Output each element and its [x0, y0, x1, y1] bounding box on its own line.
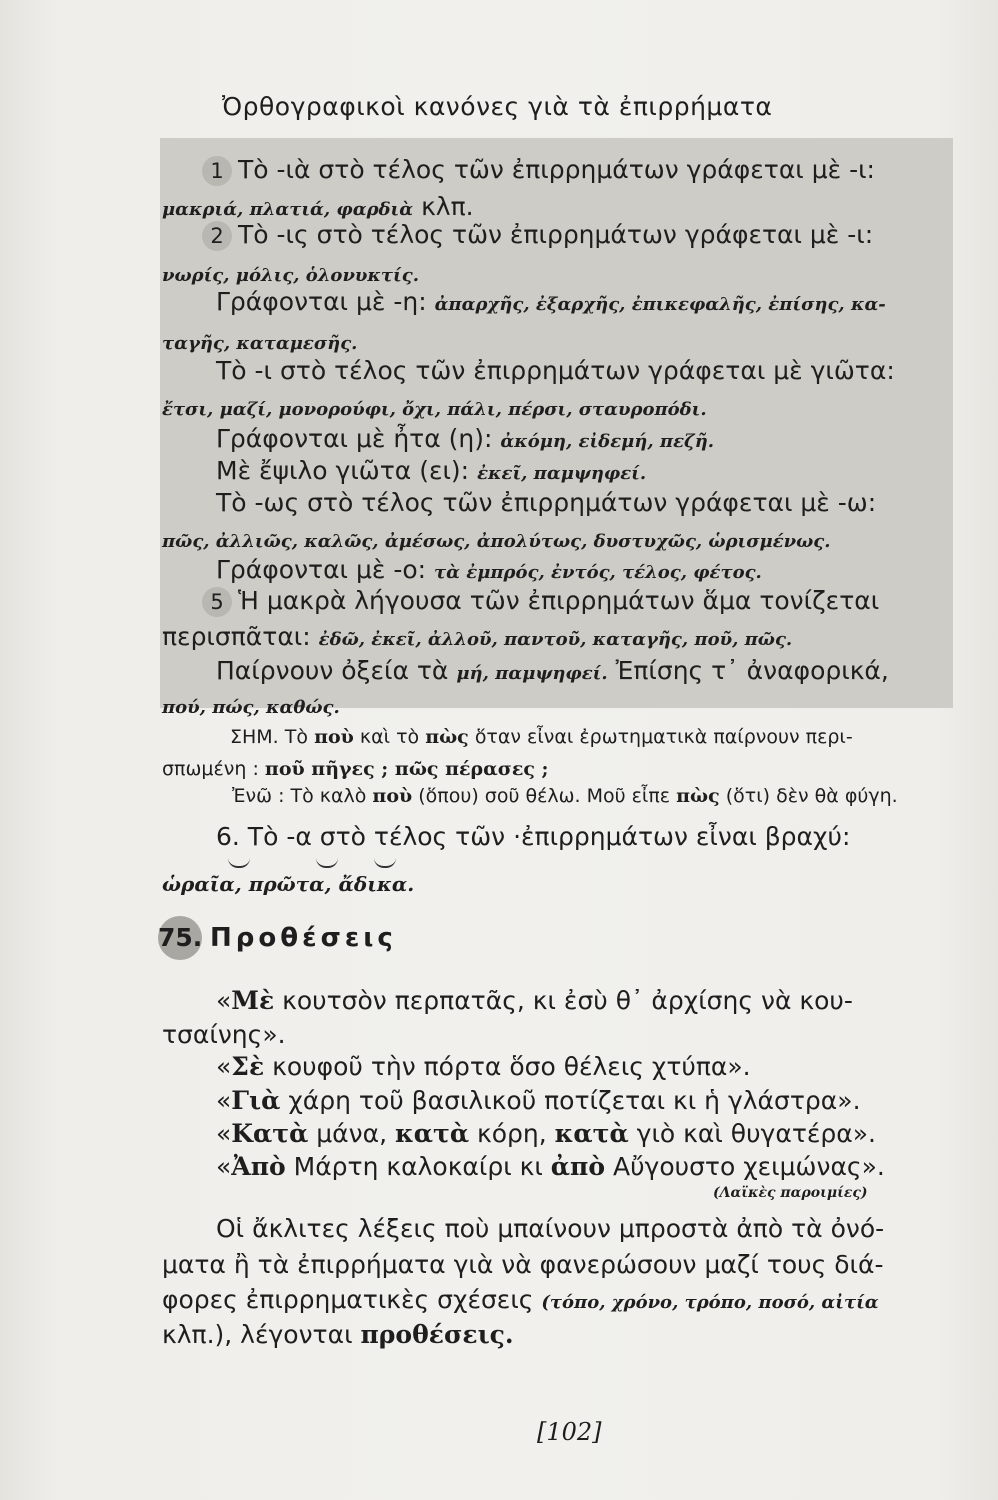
rule-line-10 — [216, 456, 646, 485]
preposition-word: Ἀπὸ — [231, 1152, 286, 1181]
rule-examples: πῶς, ἀλλιῶς, καλῶς, ἀμέσως, ἀπολύτως, δυστυχῶς, ὡρισμένως. — [162, 531, 831, 552]
rule-line-3 — [202, 220, 873, 251]
quote-mark: « — [216, 986, 232, 1015]
rule-text: Μὲ ἔψιλο γιῶτα (ει): — [216, 456, 470, 485]
paragraph-line-1: Οἱ ἄκλιτες λέξεις ποὺ μπαίνουν μπροστὰ ἀπὸ τὰ ὀνό- — [216, 1214, 885, 1243]
proverb-text: Μάρτη καλοκαίρι κι — [293, 1152, 543, 1181]
rule-line-7 — [216, 356, 895, 385]
rule-line-11 — [216, 488, 876, 517]
rule-text: περισπᾶται: — [162, 622, 311, 651]
rule-line-15 — [162, 622, 792, 651]
paragraph-text: φορες ἐπιρρηματικὲς σχέσεις — [162, 1285, 534, 1314]
rule-line-4 — [162, 258, 419, 287]
proverb-line-5 — [216, 1119, 876, 1148]
rule-line-2 — [162, 192, 474, 221]
rule-examples: ἐδῶ, ἐκεῖ, ἀλλοῦ, παντοῦ, καταγῆς, ποῦ, πῶς. — [318, 629, 793, 650]
rule-line-8 — [162, 392, 707, 421]
section-heading — [158, 916, 397, 960]
note-word: ποὺ — [314, 726, 354, 748]
rule6-examples: ὡραῖα, πρῶτα, ἄδικα. — [162, 872, 415, 896]
paragraph-line-4 — [162, 1320, 514, 1349]
proverbs-source: (Λαϊκὲς παροιμίες) — [713, 1185, 868, 1201]
rule-tail: Ἐπίσης τ᾽ ἀναφορικά, — [615, 656, 889, 685]
rule-number-1: 1 — [202, 156, 232, 186]
rule-line-12 — [162, 524, 831, 553]
paragraph-text: κλπ.), λέγονται — [162, 1320, 353, 1349]
proverb-line-1 — [216, 986, 853, 1015]
quote-mark: « — [216, 1119, 232, 1148]
preposition-word: Κατὰ — [231, 1119, 309, 1148]
rule-text: Ἡ μακρὰ λήγουσα τῶν ἐπιρρημάτων ἅμα τονίζεται — [238, 586, 880, 615]
rule-examples: μή, παμψηφεί. — [456, 663, 608, 684]
breve-mark-2 — [316, 858, 338, 868]
rule-text: Γράφονται μὲ ἦτα (η): — [216, 424, 493, 453]
rule-examples: μακριά, πλατιά, φαρδιὰ — [162, 199, 414, 220]
note-example: ποῦ πῆγες ; πῶς πέρασες ; — [264, 758, 549, 780]
note-text: ὅταν εἶναι ἐρωτηματικὰ παίρνουν περι- — [474, 726, 853, 748]
proverb-text: μάνα, — [316, 1119, 388, 1148]
section-title: Προθέσεις — [210, 923, 397, 953]
note-label: ΣΗΜ. — [230, 726, 279, 748]
proverb-text: κουτσὸν περπατᾶς, κι ἐσὺ θ᾽ ἀρχίσης νὰ κου- — [282, 986, 853, 1015]
rule6-line: 6. Τὸ -α στὸ τέλος τῶν ·ἐπιρρημάτων εἶναι βραχύ: — [216, 822, 851, 851]
note-text: σπωμένη : — [162, 758, 259, 780]
preposition-word: κατὰ — [554, 1119, 629, 1148]
page-heading: Ὀρθογραφικοὶ κανόνες γιὰ τὰ ἐπιρρήματα — [222, 92, 773, 121]
proverb-text: Αὔγουστο χειμώνας». — [612, 1152, 885, 1181]
preposition-word: ἀπὸ — [550, 1152, 606, 1181]
rule-examples: πού, πώς, καθώς. — [162, 697, 340, 718]
page-number: [102] — [537, 1418, 602, 1446]
breve-mark-3 — [374, 858, 396, 868]
rule-examples: τὰ ἐμπρός, ἐντός, τέλος, φέτος. — [434, 562, 762, 583]
rule-line-5 — [216, 287, 886, 316]
rule-number-2: 2 — [202, 221, 232, 251]
preposition-word: Γιὰ — [231, 1086, 281, 1115]
rule-text: Γράφονται μὲ -η: — [216, 287, 427, 316]
proverb-text: γιὸ καὶ θυγατέρα». — [636, 1119, 876, 1148]
note-word: πὼς — [676, 785, 720, 807]
note-word: πὼς — [425, 726, 469, 748]
note-line-3 — [232, 785, 898, 807]
rule-line-14 — [202, 586, 879, 617]
note-line-1 — [230, 726, 853, 748]
paragraph-italic: (τόπο, χρόνο, τρόπο, ποσό, αἰτία — [541, 1292, 879, 1313]
rule6-examples-line — [162, 868, 414, 897]
rule-text: Τὸ -ιὰ στὸ τέλος τῶν ἐπιρρημάτων γράφεται μὲ -ι: — [238, 155, 875, 184]
preposition-word: κατὰ — [395, 1119, 470, 1148]
note-text: καὶ τὸ — [359, 726, 420, 748]
preposition-word: Μὲ — [231, 986, 275, 1015]
rule-line-13 — [216, 555, 762, 584]
rule-line-17 — [162, 690, 340, 719]
note-line-2 — [162, 758, 549, 780]
breve-mark-1 — [228, 858, 250, 868]
rule-examples: ἐκεῖ, παμψηφεί. — [477, 463, 647, 484]
note-text: (ὅπου) σοῦ θέλω. Μοῦ εἶπε — [418, 785, 671, 807]
proverb-text: κόρη, — [477, 1119, 547, 1148]
proverb-text: κουφοῦ τὴν πόρτα ὅσο θέλεις χτύπα». — [272, 1052, 751, 1081]
note-text: Τὸ — [284, 726, 309, 748]
rule-text: Τὸ -ι στὸ τέλος τῶν ἐπιρρημάτων γράφεται μὲ γιῶτα: — [216, 356, 895, 385]
rule-examples: ταγῆς, καταμεσῆς. — [162, 333, 358, 354]
note-word: ποὺ — [372, 785, 413, 807]
rule-text: Τὸ -ως στὸ τέλος τῶν ἐπιρρημάτων γράφεται μὲ -ω: — [216, 488, 877, 517]
preposition-word: Σὲ — [231, 1052, 265, 1081]
rule-examples: ἔτσι, μαζί, μονορούφι, ὄχι, πάλι, πέρσι, σταυροπόδι. — [162, 399, 707, 420]
proverb-text: χάρη τοῦ βασιλικοῦ ποτίζεται κι ἡ γλάστρα». — [288, 1086, 861, 1115]
rule-examples: ἀπαρχῆς, ἐξαρχῆς, ἐπικεφαλῆς, ἐπίσης, κα- — [434, 294, 886, 315]
rule-line-16 — [216, 656, 889, 685]
quote-mark: « — [216, 1086, 232, 1115]
proverb-line-3 — [216, 1052, 751, 1081]
rule-tail: κλπ. — [421, 192, 474, 221]
quote-mark: « — [216, 1052, 232, 1081]
rule-examples: νωρίς, μόλις, ὁλονυκτίς. — [162, 265, 419, 286]
proverb-line-2 — [162, 1020, 286, 1049]
rule-text: Παίρνουν ὀξεία τὰ — [216, 656, 449, 685]
note-text: (ὅτι) δὲν θὰ φύγη. — [725, 785, 898, 807]
paragraph-line-3 — [162, 1285, 879, 1314]
proverb-text: τσαίνης». — [162, 1020, 286, 1049]
quote-mark: « — [216, 1152, 232, 1181]
rule-line-6 — [162, 326, 357, 355]
proverb-line-4 — [216, 1086, 861, 1115]
rule-text: Γράφονται μὲ -ο: — [216, 555, 427, 584]
rule-line-1 — [202, 155, 875, 186]
rule-examples: ἀκόμη, εἰδεμή, πεζῆ. — [500, 431, 715, 452]
paragraph-term: προθέσεις. — [360, 1320, 514, 1349]
section-number: 75. — [158, 916, 202, 960]
proverb-line-6 — [216, 1152, 885, 1181]
rule-line-9 — [216, 424, 714, 453]
rule-number-5: 5 — [202, 587, 232, 617]
paragraph-line-2: ματα ἢ τὰ ἐπιρρήματα γιὰ νὰ φανερώσουν μαζί τους διά- — [162, 1250, 884, 1279]
rule-text: Τὸ -ις στὸ τέλος τῶν ἐπιρρημάτων γράφεται μὲ -ι: — [238, 220, 874, 249]
note-text: Ἐνῶ : Τὸ καλὸ — [232, 785, 367, 807]
